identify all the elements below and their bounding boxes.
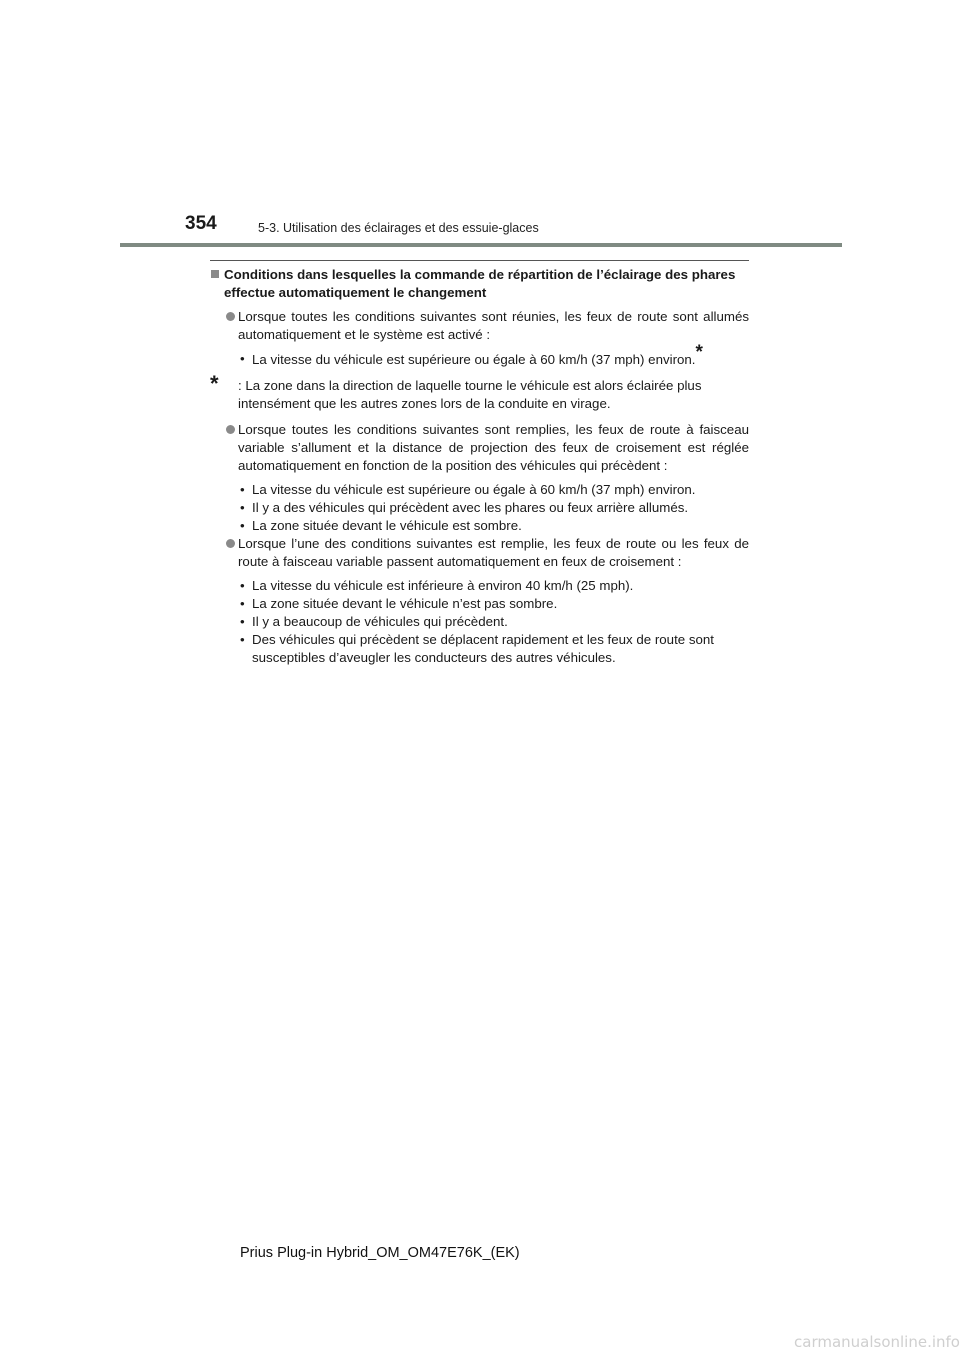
condition-block-1-text: Lorsque toutes les conditions suivantes sont réunies, les feux de route sont allumés automatiquement et le système est activé : [238,309,749,342]
content-rule [210,260,749,261]
condition-list-3 [210,577,749,667]
asterisk-mark: * [695,342,703,363]
section-heading-text: Conditions dans lesquelles la commande de répartition de l’éclairage des phares effectue automatiquement le changement [224,267,736,300]
condition-block-3 [210,535,749,571]
condition-block-1 [210,308,749,344]
footer-document-id: Prius Plug-in Hybrid_OM_OM47E76K_(EK) [240,1245,520,1261]
list-item: • Des véhicules qui précèdent se déplacent rapidement et les feux de route sont susceptibles d’aveugler les conducteurs des autres véhicules. [240,632,714,665]
asterisk-mark: * [210,371,219,396]
list-item: • La zone située devant le véhicule n’est pas sombre. [240,596,558,611]
condition-block-2 [210,421,749,475]
condition-block-2-text: Lorsque toutes les conditions suivantes sont remplies, les feux de route à faisceau variable s’allument et la distance de projection des feux de croisement est réglée automatiquement en fonction de la position des véhicules qui précèdent : [238,422,749,473]
list-item: • La vitesse du véhicule est inférieure à environ 40 km/h (25 mph). [240,578,634,593]
content [210,266,749,667]
list-item: • La vitesse du véhicule est supérieure ou égale à 60 km/h (37 mph) environ.* [240,342,703,367]
watermark: carmanualsonline.info [794,1333,960,1351]
condition-list-1 [210,342,749,369]
condition-block-3-text: Lorsque l’une des conditions suivantes est remplie, les feux de route ou les feux de route à faisceau variable passent automatiquement en feux de croisement : [238,536,749,569]
circle-bullet-icon [226,312,235,321]
footnote [210,371,749,413]
header-rule [120,243,842,247]
list-item: • Il y a beaucoup de véhicules qui précèdent. [240,614,508,629]
page-number: 354 [185,213,217,234]
circle-bullet-icon [226,425,235,434]
footnote-text: : La zone dans la direction de laquelle tourne le véhicule est alors éclairée plus intensément que les autres zones lors de la conduite en virage. [238,378,702,411]
square-bullet-icon [211,270,219,278]
list-item: • La zone située devant le véhicule est sombre. [240,518,522,533]
section-title: 5-3. Utilisation des éclairages et des essuie-glaces [258,221,539,235]
section-heading [210,266,749,302]
list-item: • La vitesse du véhicule est supérieure ou égale à 60 km/h (37 mph) environ. [240,482,696,497]
list-item: • Il y a des véhicules qui précèdent avec les phares ou feux arrière allumés. [240,500,689,515]
condition-list-2 [210,481,749,535]
circle-bullet-icon [226,539,235,548]
